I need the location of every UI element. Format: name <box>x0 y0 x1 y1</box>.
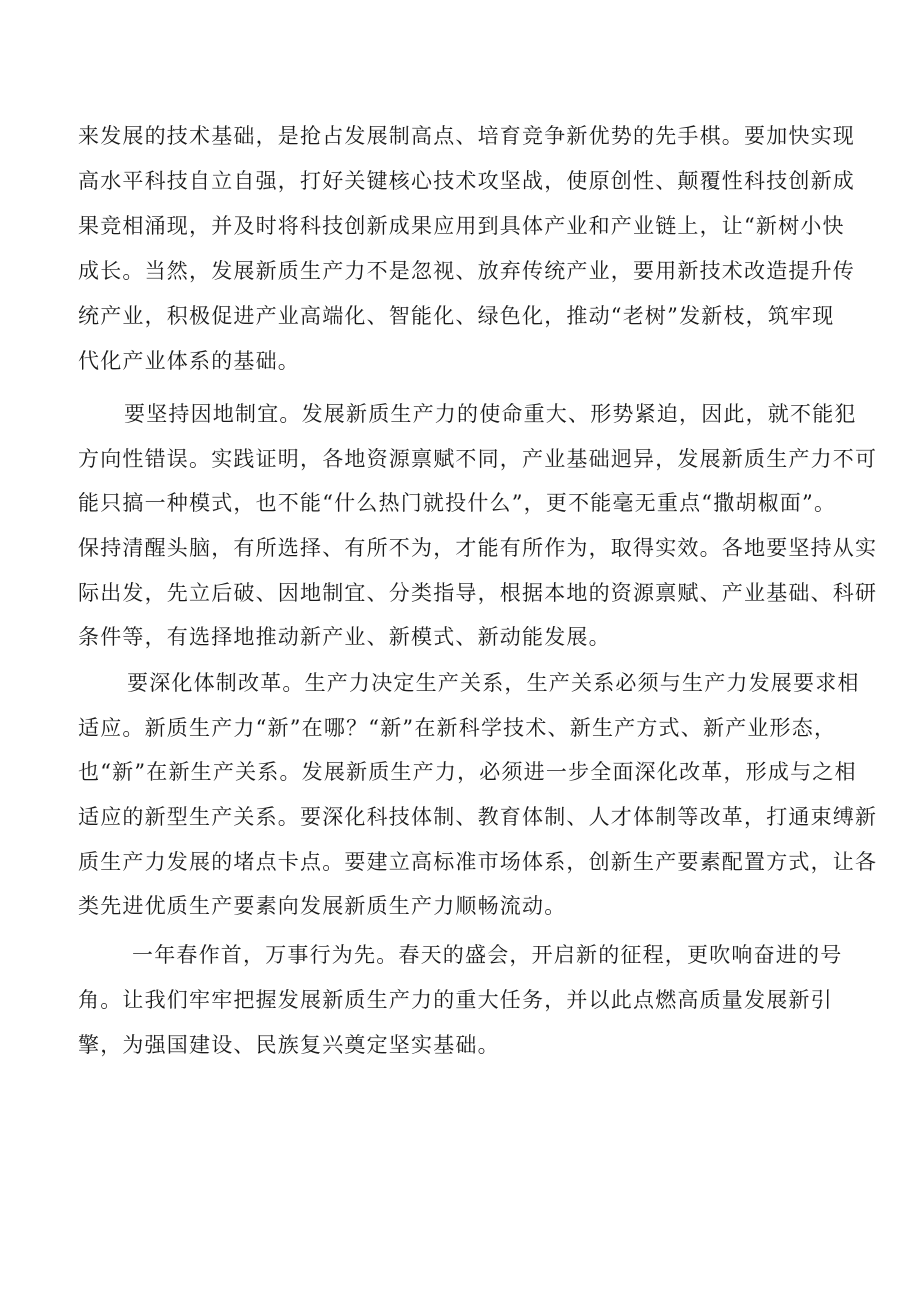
text-line: 际出发，先立后破、因地制宜、分类指导，根据本地的资源禀赋、产业基础、科研 <box>78 581 878 605</box>
text-line: 要坚持因地制宜。发展新质生产力的使命重大、形势紧迫，因此，就不能犯 <box>124 402 857 426</box>
text-line: 方向性错误。实践证明，各地资源禀赋不同，产业基础迥异，发展新质生产力不可 <box>78 447 878 471</box>
text-line: 代化产业体系的基础。 <box>78 349 300 373</box>
text-line: 一年春作首，万事行为先。春天的盛会，开启新的征程，更吹响奋进的号 <box>132 943 843 967</box>
text-line: 擎，为强国建设、民族复兴奠定坚实基础。 <box>78 1033 500 1057</box>
text-line: 适应。新质生产力“新”在哪？“新”在新科学技术、新生产方式、新产业形态， <box>78 716 837 740</box>
text-line: 类先进优质生产要素向发展新质生产力顺畅流动。 <box>78 894 567 918</box>
text-line: 角。让我们牢牢把握发展新质生产力的重大任务，并以此点燃高质量发展新引 <box>78 988 833 1012</box>
text-line: 条件等，有选择地推动新产业、新模式、新动能发展。 <box>78 625 611 649</box>
text-line: 来发展的技术基础，是抢占发展制高点、培育竞争新优势的先手棋。要加快实现 <box>78 124 855 148</box>
text-line: 统产业，积极促进产业高端化、智能化、绿色化，推动“老树”发新枝，筑牢现 <box>78 304 835 328</box>
text-line: 要深化体制改革。生产力决定生产关系，生产关系必须与生产力发展要求相 <box>127 671 860 695</box>
text-line: 高水平科技自立自强，打好关键核心技术攻坚战，使原创性、颠覆性科技创新成 <box>78 169 855 193</box>
text-line: 能只搞一种模式，也不能“什么热门就投什么”，更不能毫无重点“撒胡椒面”。 <box>78 491 837 515</box>
text-line: 适应的新型生产关系。要深化科技体制、教育体制、人才体制等改革，打通束缚新 <box>78 805 878 829</box>
text-line: 也“新”在新生产关系。发展新质生产力，必须进一步全面深化改革，形成与之相 <box>78 760 857 784</box>
text-line: 果竞相涌现，并及时将科技创新成果应用到具体产业和产业链上，让“新树小快 <box>78 214 845 238</box>
text-line: 质生产力发展的堵点卡点。要建立高标准市场体系，创新生产要素配置方式，让各 <box>78 850 878 874</box>
text-line: 成长。当然，发展新质生产力不是忽视、放弃传统产业，要用新技术改造提升传 <box>78 259 855 283</box>
text-line: 保持清醒头脑，有所选择、有所不为，才能有所作为，取得实效。各地要坚持从实 <box>78 536 878 560</box>
